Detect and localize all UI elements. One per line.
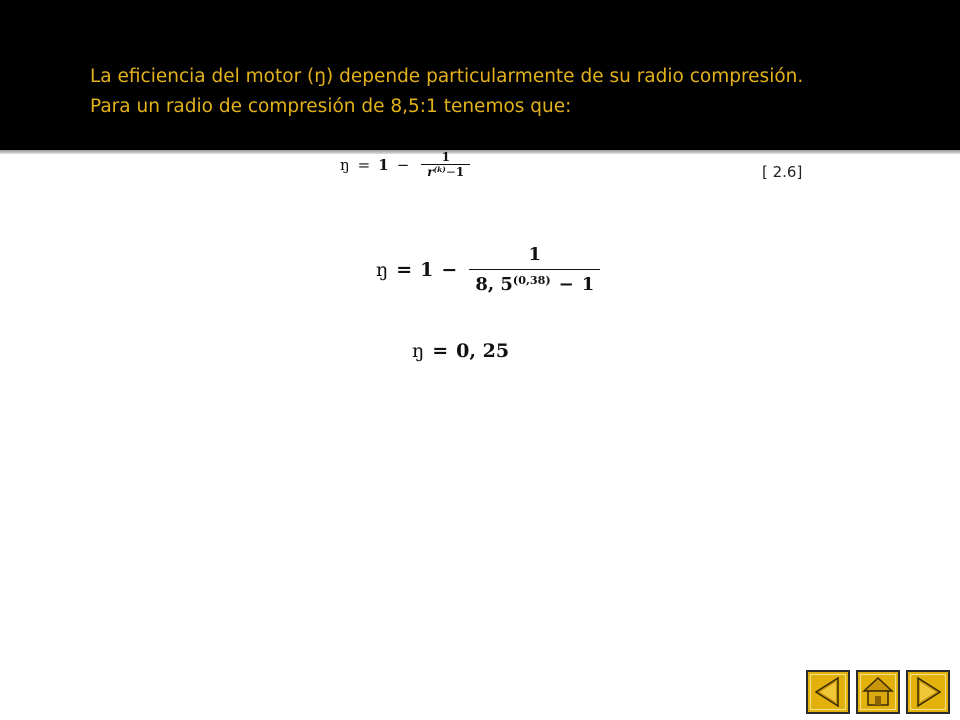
den-exponent: (𝒌) xyxy=(433,164,446,174)
home-icon xyxy=(858,672,898,712)
fraction-denominator xyxy=(421,164,470,179)
fraction xyxy=(469,244,600,295)
minus-sign: − xyxy=(396,155,410,174)
eta-symbol: ŋ xyxy=(412,340,425,362)
eta-symbol: ŋ xyxy=(340,155,350,174)
equation-substituted xyxy=(376,244,604,295)
one-term: 𝟏 xyxy=(378,155,389,174)
den-one: 𝟏 xyxy=(581,274,595,295)
equals-sign: = xyxy=(432,340,449,362)
fraction-denominator xyxy=(469,269,600,295)
equals-sign: = xyxy=(357,155,371,174)
den-base: 𝟖, 𝟓 xyxy=(475,274,513,295)
intro-line-2: Para un radio de compresión de 8,5:1 tenemos que: xyxy=(90,96,572,117)
home-button[interactable] xyxy=(856,670,900,714)
header-divider xyxy=(0,150,960,154)
intro-text xyxy=(90,62,890,122)
result-value: 𝟎, 𝟐𝟓 xyxy=(456,340,510,362)
equation-result xyxy=(412,340,509,362)
den-minus: − xyxy=(445,165,456,179)
one-term: 𝟏 xyxy=(420,258,434,281)
previous-slide-button[interactable] xyxy=(806,670,850,714)
eta-symbol: ŋ xyxy=(376,258,389,281)
equals-sign: = xyxy=(396,258,413,281)
fraction-numerator: 𝟏 xyxy=(441,150,450,164)
equation-general xyxy=(340,150,474,179)
intro-line-1: La eficiencia del motor (ŋ) depende particularmente de su radio compresión. xyxy=(90,66,804,87)
den-one: 𝟏 xyxy=(455,165,465,179)
equation-reference: [ 2.6] xyxy=(762,163,803,181)
den-exponent: (𝟎,𝟑𝟖) xyxy=(512,273,551,287)
minus-sign: − xyxy=(441,258,458,281)
den-base: 𝒓 xyxy=(427,165,434,179)
den-minus: − xyxy=(558,274,574,295)
fraction-numerator: 𝟏 xyxy=(528,244,542,265)
right-triangle-icon xyxy=(908,672,948,712)
fraction xyxy=(421,150,470,179)
left-triangle-icon xyxy=(808,672,848,712)
next-slide-button[interactable] xyxy=(906,670,950,714)
